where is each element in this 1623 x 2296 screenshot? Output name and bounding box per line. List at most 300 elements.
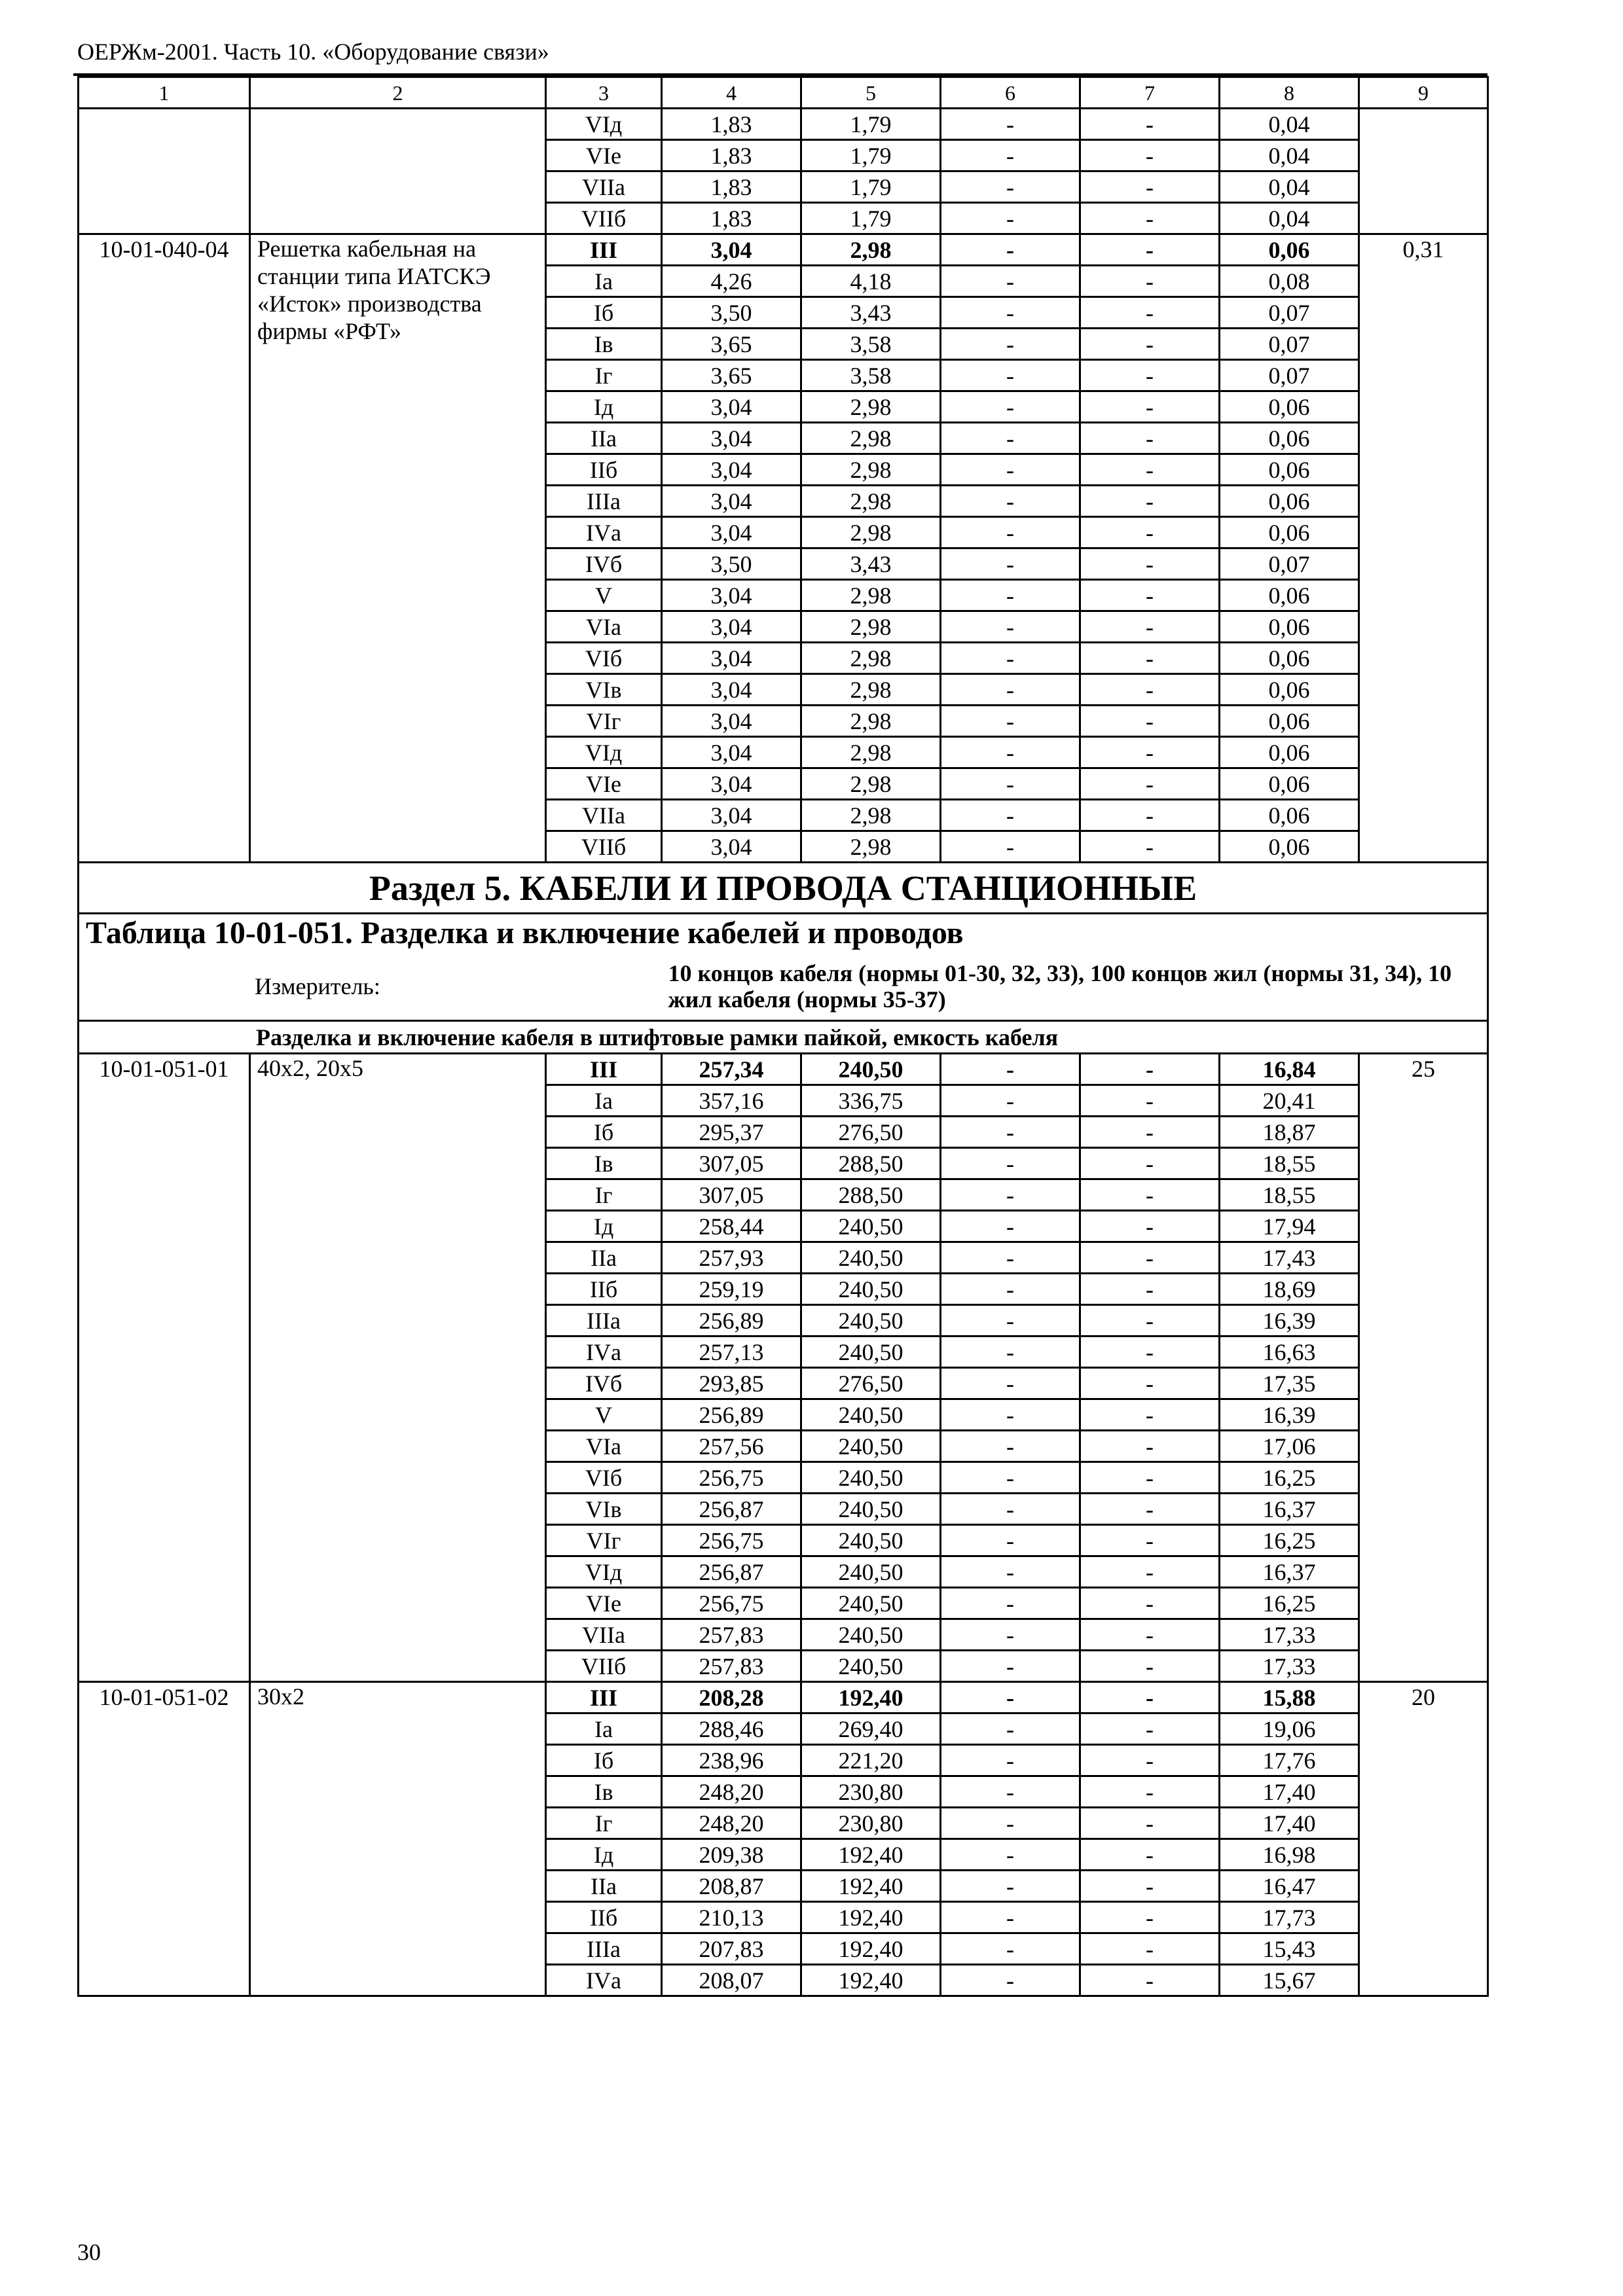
norms-table — [77, 76, 1489, 1997]
value-col6-cell: - — [941, 1242, 1080, 1274]
value-col6-cell: - — [941, 1619, 1080, 1651]
value-col5-cell: 3,43 — [801, 297, 941, 329]
norm-code-cell — [79, 109, 250, 234]
value-col7-cell: - — [1080, 1525, 1220, 1556]
value-col4-cell: 248,20 — [662, 1776, 801, 1808]
norm-name-cell: Решетка кабельная на станции типа ИАТСКЭ «Исток» производства фирмы «РФТ» — [250, 234, 546, 863]
zone-cell: VIIа — [546, 800, 662, 831]
value-col5-cell: 192,40 — [801, 1902, 941, 1933]
column-number: 8 — [1220, 77, 1359, 109]
value-col7-cell: - — [1080, 1211, 1220, 1242]
value-col8-cell: 17,33 — [1220, 1619, 1359, 1651]
value-col7-cell: - — [1080, 329, 1220, 360]
value-col7-cell: - — [1080, 1556, 1220, 1588]
value-col4-cell: 256,75 — [662, 1462, 801, 1494]
value-col7-cell: - — [1080, 486, 1220, 517]
section-title: Раздел 5. КАБЕЛИ И ПРОВОДА СТАНЦИОННЫЕ — [79, 863, 1488, 914]
value-col7-cell: - — [1080, 234, 1220, 266]
subhead: Разделка и включение кабеля в штифтовые рамки пайкой, емкость кабеля — [79, 1021, 1488, 1054]
value-col7-cell: - — [1080, 1871, 1220, 1902]
value-col8-cell: 15,88 — [1220, 1682, 1359, 1713]
value-col5-cell: 240,50 — [801, 1305, 941, 1336]
value-col5-cell: 1,79 — [801, 109, 941, 140]
value-col6-cell: - — [941, 1588, 1080, 1619]
value-col7-cell: - — [1080, 1933, 1220, 1965]
value-col7-cell: - — [1080, 297, 1220, 329]
value-col4-cell: 256,75 — [662, 1588, 801, 1619]
value-col4-cell: 307,05 — [662, 1179, 801, 1211]
value-col7-cell: - — [1080, 1368, 1220, 1399]
value-col6-cell: - — [941, 1776, 1080, 1808]
column-number: 6 — [941, 77, 1080, 109]
zone-cell: Iг — [546, 360, 662, 391]
value-col5-cell: 2,98 — [801, 800, 941, 831]
norm-name-cell: 40х2, 20х5 — [250, 1054, 546, 1682]
value-col8-cell: 0,06 — [1220, 737, 1359, 768]
value-col5-cell: 240,50 — [801, 1242, 941, 1274]
value-col7-cell: - — [1080, 109, 1220, 140]
value-col7-cell: - — [1080, 1179, 1220, 1211]
value-col7-cell: - — [1080, 1682, 1220, 1713]
value-col4-cell: 1,83 — [662, 171, 801, 203]
value-col7-cell: - — [1080, 1148, 1220, 1179]
value-col8-cell: 0,08 — [1220, 266, 1359, 297]
value-col5-cell: 240,50 — [801, 1274, 941, 1305]
norm-code-cell: 10-01-051-02 — [79, 1682, 250, 1996]
zone-cell: VIа — [546, 1431, 662, 1462]
zone-cell: Iа — [546, 1085, 662, 1117]
value-col8-cell: 0,07 — [1220, 297, 1359, 329]
value-col4-cell: 3,04 — [662, 234, 801, 266]
value-col8-cell: 17,33 — [1220, 1651, 1359, 1682]
zone-cell: IVб — [546, 548, 662, 580]
value-col5-cell: 2,98 — [801, 454, 941, 486]
value-col4-cell: 258,44 — [662, 1211, 801, 1242]
zone-cell: VIг — [546, 1525, 662, 1556]
value-col6-cell: - — [941, 737, 1080, 768]
value-col4-cell: 3,04 — [662, 423, 801, 454]
value-col8-cell: 16,37 — [1220, 1556, 1359, 1588]
value-col6-cell: - — [941, 1054, 1080, 1085]
col9-cell: 20 — [1359, 1682, 1488, 1996]
value-col6-cell: - — [941, 1085, 1080, 1117]
zone-cell: Iв — [546, 329, 662, 360]
value-col8-cell: 16,37 — [1220, 1494, 1359, 1525]
value-col5-cell: 288,50 — [801, 1179, 941, 1211]
value-col7-cell: - — [1080, 831, 1220, 863]
value-col5-cell: 221,20 — [801, 1745, 941, 1776]
value-col6-cell: - — [941, 1494, 1080, 1525]
value-col6-cell: - — [941, 109, 1080, 140]
zone-cell: VIв — [546, 674, 662, 706]
zone-cell: Iд — [546, 391, 662, 423]
value-col5-cell: 2,98 — [801, 674, 941, 706]
value-col5-cell: 240,50 — [801, 1619, 941, 1651]
value-col7-cell: - — [1080, 1462, 1220, 1494]
table-body — [79, 77, 1488, 1996]
value-col7-cell: - — [1080, 266, 1220, 297]
value-col7-cell: - — [1080, 768, 1220, 800]
value-col7-cell: - — [1080, 548, 1220, 580]
zone-cell: III — [546, 234, 662, 266]
value-col6-cell: - — [941, 171, 1080, 203]
value-col6-cell: - — [941, 1368, 1080, 1399]
value-col8-cell: 16,84 — [1220, 1054, 1359, 1085]
value-col7-cell: - — [1080, 140, 1220, 171]
page-number: 30 — [77, 2239, 101, 2265]
value-col8-cell: 18,69 — [1220, 1274, 1359, 1305]
zone-cell: Iд — [546, 1839, 662, 1871]
zone-cell: VIд — [546, 109, 662, 140]
section-row — [79, 863, 1488, 914]
value-col6-cell: - — [941, 1902, 1080, 1933]
value-col4-cell: 257,34 — [662, 1054, 801, 1085]
value-col8-cell: 19,06 — [1220, 1713, 1359, 1745]
value-col4-cell: 3,50 — [662, 548, 801, 580]
value-col4-cell: 257,13 — [662, 1336, 801, 1368]
value-col5-cell: 240,50 — [801, 1211, 941, 1242]
zone-cell: VIIб — [546, 203, 662, 234]
value-col6-cell: - — [941, 1713, 1080, 1745]
value-col5-cell: 276,50 — [801, 1368, 941, 1399]
value-col8-cell: 0,04 — [1220, 109, 1359, 140]
value-col4-cell: 208,28 — [662, 1682, 801, 1713]
value-col6-cell: - — [941, 517, 1080, 548]
zone-cell: Iа — [546, 266, 662, 297]
zone-cell: VIд — [546, 737, 662, 768]
value-col5-cell: 2,98 — [801, 391, 941, 423]
zone-cell: VIIа — [546, 1619, 662, 1651]
value-col7-cell: - — [1080, 1776, 1220, 1808]
value-col8-cell: 0,04 — [1220, 171, 1359, 203]
value-col5-cell: 230,80 — [801, 1808, 941, 1839]
value-col8-cell: 16,25 — [1220, 1525, 1359, 1556]
zone-cell: Iв — [546, 1148, 662, 1179]
value-col5-cell: 3,58 — [801, 329, 941, 360]
value-col7-cell: - — [1080, 706, 1220, 737]
value-col8-cell: 16,98 — [1220, 1839, 1359, 1871]
value-col7-cell: - — [1080, 1399, 1220, 1431]
value-col4-cell: 207,83 — [662, 1933, 801, 1965]
value-col8-cell: 18,55 — [1220, 1179, 1359, 1211]
value-col5-cell: 192,40 — [801, 1682, 941, 1713]
value-col4-cell: 256,87 — [662, 1556, 801, 1588]
zone-cell: VIIб — [546, 1651, 662, 1682]
zone-cell: IIIа — [546, 1305, 662, 1336]
zone-cell: VIб — [546, 643, 662, 674]
value-col6-cell: - — [941, 1462, 1080, 1494]
value-col5-cell: 240,50 — [801, 1556, 941, 1588]
value-col8-cell: 16,63 — [1220, 1336, 1359, 1368]
value-col5-cell: 276,50 — [801, 1117, 941, 1148]
column-number: 9 — [1359, 77, 1488, 109]
value-col6-cell: - — [941, 266, 1080, 297]
zone-cell: IIIа — [546, 1933, 662, 1965]
value-col5-cell: 240,50 — [801, 1054, 941, 1085]
column-number: 2 — [250, 77, 546, 109]
zone-cell: VIг — [546, 706, 662, 737]
zone-cell: Iд — [546, 1211, 662, 1242]
value-col7-cell: - — [1080, 1902, 1220, 1933]
zone-cell: VIа — [546, 611, 662, 643]
value-col6-cell: - — [941, 423, 1080, 454]
value-col5-cell: 240,50 — [801, 1399, 941, 1431]
value-col4-cell: 209,38 — [662, 1839, 801, 1871]
value-col5-cell: 2,98 — [801, 423, 941, 454]
value-col7-cell: - — [1080, 171, 1220, 203]
value-col8-cell: 17,40 — [1220, 1776, 1359, 1808]
value-col5-cell: 192,40 — [801, 1933, 941, 1965]
value-col4-cell: 208,07 — [662, 1965, 801, 1996]
value-col7-cell: - — [1080, 1619, 1220, 1651]
value-col8-cell: 0,06 — [1220, 611, 1359, 643]
value-col7-cell: - — [1080, 391, 1220, 423]
value-col8-cell: 0,06 — [1220, 234, 1359, 266]
value-col6-cell: - — [941, 297, 1080, 329]
value-col4-cell: 1,83 — [662, 203, 801, 234]
zone-cell: VIе — [546, 1588, 662, 1619]
value-col5-cell: 2,98 — [801, 831, 941, 863]
zone-cell: IIа — [546, 1242, 662, 1274]
value-col4-cell: 208,87 — [662, 1871, 801, 1902]
value-col6-cell: - — [941, 548, 1080, 580]
value-col8-cell: 0,07 — [1220, 548, 1359, 580]
zone-cell: Iб — [546, 1117, 662, 1148]
value-col4-cell: 3,04 — [662, 391, 801, 423]
value-col4-cell: 257,83 — [662, 1619, 801, 1651]
zone-cell: Iа — [546, 1713, 662, 1745]
value-col7-cell: - — [1080, 1242, 1220, 1274]
value-col8-cell: 17,94 — [1220, 1211, 1359, 1242]
value-col5-cell: 336,75 — [801, 1085, 941, 1117]
value-col7-cell: - — [1080, 1588, 1220, 1619]
value-col8-cell: 0,06 — [1220, 643, 1359, 674]
zone-cell: Iб — [546, 297, 662, 329]
value-col5-cell: 1,79 — [801, 140, 941, 171]
value-col4-cell: 3,04 — [662, 454, 801, 486]
value-col7-cell: - — [1080, 643, 1220, 674]
value-col5-cell: 240,50 — [801, 1651, 941, 1682]
value-col4-cell: 3,50 — [662, 297, 801, 329]
column-number: 4 — [662, 77, 801, 109]
value-col8-cell: 0,04 — [1220, 140, 1359, 171]
value-col6-cell: - — [941, 768, 1080, 800]
zone-cell: IIа — [546, 423, 662, 454]
value-col4-cell: 3,65 — [662, 329, 801, 360]
value-col5-cell: 2,98 — [801, 234, 941, 266]
value-col5-cell: 192,40 — [801, 1871, 941, 1902]
zone-cell: VIе — [546, 140, 662, 171]
zone-cell: V — [546, 1399, 662, 1431]
norm-name-cell: 30х2 — [250, 1682, 546, 1996]
value-col7-cell: - — [1080, 1305, 1220, 1336]
value-col7-cell: - — [1080, 580, 1220, 611]
zone-cell: VIд — [546, 1556, 662, 1588]
value-col6-cell: - — [941, 1933, 1080, 1965]
value-col5-cell: 230,80 — [801, 1776, 941, 1808]
value-col8-cell: 17,06 — [1220, 1431, 1359, 1462]
value-col4-cell: 259,19 — [662, 1274, 801, 1305]
value-col7-cell: - — [1080, 1431, 1220, 1462]
value-col6-cell: - — [941, 706, 1080, 737]
value-col5-cell: 192,40 — [801, 1839, 941, 1871]
value-col4-cell: 238,96 — [662, 1745, 801, 1776]
value-col4-cell: 257,93 — [662, 1242, 801, 1274]
subhead-row — [79, 1021, 1488, 1054]
value-col5-cell: 240,50 — [801, 1462, 941, 1494]
value-col6-cell: - — [941, 1305, 1080, 1336]
value-col4-cell: 307,05 — [662, 1148, 801, 1179]
value-col5-cell: 240,50 — [801, 1588, 941, 1619]
column-number-row — [79, 77, 1488, 109]
value-col4-cell: 3,65 — [662, 360, 801, 391]
value-col6-cell: - — [941, 1651, 1080, 1682]
value-col7-cell: - — [1080, 1839, 1220, 1871]
column-number: 1 — [79, 77, 250, 109]
value-col4-cell: 257,83 — [662, 1651, 801, 1682]
value-col6-cell: - — [941, 1336, 1080, 1368]
table-row — [79, 234, 1488, 266]
value-col4-cell: 3,04 — [662, 737, 801, 768]
value-col7-cell: - — [1080, 1808, 1220, 1839]
value-col6-cell: - — [941, 329, 1080, 360]
zone-cell: Iв — [546, 1776, 662, 1808]
value-col7-cell: - — [1080, 1274, 1220, 1305]
value-col5-cell: 4,18 — [801, 266, 941, 297]
value-col6-cell: - — [941, 234, 1080, 266]
zone-cell: III — [546, 1682, 662, 1713]
zone-cell: IIб — [546, 454, 662, 486]
value-col6-cell: - — [941, 1399, 1080, 1431]
value-col6-cell: - — [941, 1148, 1080, 1179]
value-col8-cell: 15,43 — [1220, 1933, 1359, 1965]
value-col6-cell: - — [941, 1839, 1080, 1871]
value-col4-cell: 257,56 — [662, 1431, 801, 1462]
value-col6-cell: - — [941, 140, 1080, 171]
value-col8-cell: 17,76 — [1220, 1745, 1359, 1776]
norm-code-cell: 10-01-040-04 — [79, 234, 250, 863]
value-col6-cell: - — [941, 1745, 1080, 1776]
measure-label: Измеритель: — [79, 953, 662, 1021]
zone-cell: Iб — [546, 1745, 662, 1776]
value-col7-cell: - — [1080, 1117, 1220, 1148]
zone-cell: VIIб — [546, 831, 662, 863]
value-col8-cell: 16,39 — [1220, 1399, 1359, 1431]
value-col4-cell: 256,87 — [662, 1494, 801, 1525]
zone-cell: IVа — [546, 517, 662, 548]
value-col5-cell: 2,98 — [801, 517, 941, 548]
column-number: 3 — [546, 77, 662, 109]
running-header: ОЕРЖм-2001. Часть 10. «Оборудование связи» — [77, 39, 549, 65]
zone-cell: III — [546, 1054, 662, 1085]
value-col5-cell: 2,98 — [801, 486, 941, 517]
zone-cell: IVа — [546, 1965, 662, 1996]
table-row — [79, 1682, 1488, 1713]
norm-code-cell: 10-01-051-01 — [79, 1054, 250, 1682]
zone-cell: IIб — [546, 1274, 662, 1305]
zone-cell: VIе — [546, 768, 662, 800]
zone-cell: IVа — [546, 1336, 662, 1368]
value-col4-cell: 3,04 — [662, 800, 801, 831]
measure-row — [79, 953, 1488, 1021]
zone-cell: IVб — [546, 1368, 662, 1399]
value-col4-cell: 3,04 — [662, 768, 801, 800]
measure-value: 10 концов кабеля (нормы 01-30, 32, 33), 100 концов жил (нормы 31, 34), 10 жил кабеля (нормы 35-37) — [662, 953, 1488, 1021]
value-col6-cell: - — [941, 1682, 1080, 1713]
zone-cell: IIа — [546, 1871, 662, 1902]
value-col8-cell: 16,25 — [1220, 1588, 1359, 1619]
value-col7-cell: - — [1080, 517, 1220, 548]
value-col4-cell: 256,89 — [662, 1399, 801, 1431]
column-number: 7 — [1080, 77, 1220, 109]
value-col8-cell: 17,35 — [1220, 1368, 1359, 1399]
value-col7-cell: - — [1080, 423, 1220, 454]
value-col4-cell: 4,26 — [662, 266, 801, 297]
value-col6-cell: - — [941, 674, 1080, 706]
value-col8-cell: 17,40 — [1220, 1808, 1359, 1839]
value-col4-cell: 293,85 — [662, 1368, 801, 1399]
zone-cell: V — [546, 580, 662, 611]
value-col7-cell: - — [1080, 800, 1220, 831]
value-col6-cell: - — [941, 1525, 1080, 1556]
value-col5-cell: 1,79 — [801, 203, 941, 234]
value-col6-cell: - — [941, 203, 1080, 234]
value-col5-cell: 192,40 — [801, 1965, 941, 1996]
value-col8-cell: 0,06 — [1220, 517, 1359, 548]
value-col5-cell: 2,98 — [801, 706, 941, 737]
zone-cell: IIIа — [546, 486, 662, 517]
zone-cell: IIб — [546, 1902, 662, 1933]
value-col7-cell: - — [1080, 1713, 1220, 1745]
zone-cell: VIб — [546, 1462, 662, 1494]
value-col8-cell: 16,47 — [1220, 1871, 1359, 1902]
value-col4-cell: 3,04 — [662, 831, 801, 863]
value-col6-cell: - — [941, 1871, 1080, 1902]
value-col5-cell: 3,43 — [801, 548, 941, 580]
value-col4-cell: 3,04 — [662, 580, 801, 611]
value-col4-cell: 3,04 — [662, 611, 801, 643]
table-title: Таблица 10-01-051. Разделка и включение кабелей и проводов — [79, 914, 1488, 953]
value-col6-cell: - — [941, 1117, 1080, 1148]
value-col4-cell: 357,16 — [662, 1085, 801, 1117]
value-col8-cell: 0,06 — [1220, 768, 1359, 800]
value-col8-cell: 16,25 — [1220, 1462, 1359, 1494]
value-col8-cell: 17,43 — [1220, 1242, 1359, 1274]
value-col5-cell: 1,79 — [801, 171, 941, 203]
value-col7-cell: - — [1080, 737, 1220, 768]
value-col5-cell: 3,58 — [801, 360, 941, 391]
value-col8-cell: 0,06 — [1220, 423, 1359, 454]
zone-cell: Iг — [546, 1808, 662, 1839]
zone-cell: VIIа — [546, 171, 662, 203]
value-col5-cell: 240,50 — [801, 1431, 941, 1462]
value-col6-cell: - — [941, 486, 1080, 517]
value-col8-cell: 18,87 — [1220, 1117, 1359, 1148]
value-col8-cell: 0,04 — [1220, 203, 1359, 234]
value-col8-cell: 0,06 — [1220, 800, 1359, 831]
value-col8-cell: 0,06 — [1220, 580, 1359, 611]
value-col6-cell: - — [941, 1556, 1080, 1588]
zone-cell: Iг — [546, 1179, 662, 1211]
value-col4-cell: 3,04 — [662, 517, 801, 548]
value-col7-cell: - — [1080, 1745, 1220, 1776]
col9-cell: 25 — [1359, 1054, 1488, 1682]
value-col6-cell: - — [941, 1808, 1080, 1839]
value-col8-cell: 15,67 — [1220, 1965, 1359, 1996]
value-col5-cell: 240,50 — [801, 1336, 941, 1368]
value-col5-cell: 2,98 — [801, 580, 941, 611]
zone-cell: VIв — [546, 1494, 662, 1525]
